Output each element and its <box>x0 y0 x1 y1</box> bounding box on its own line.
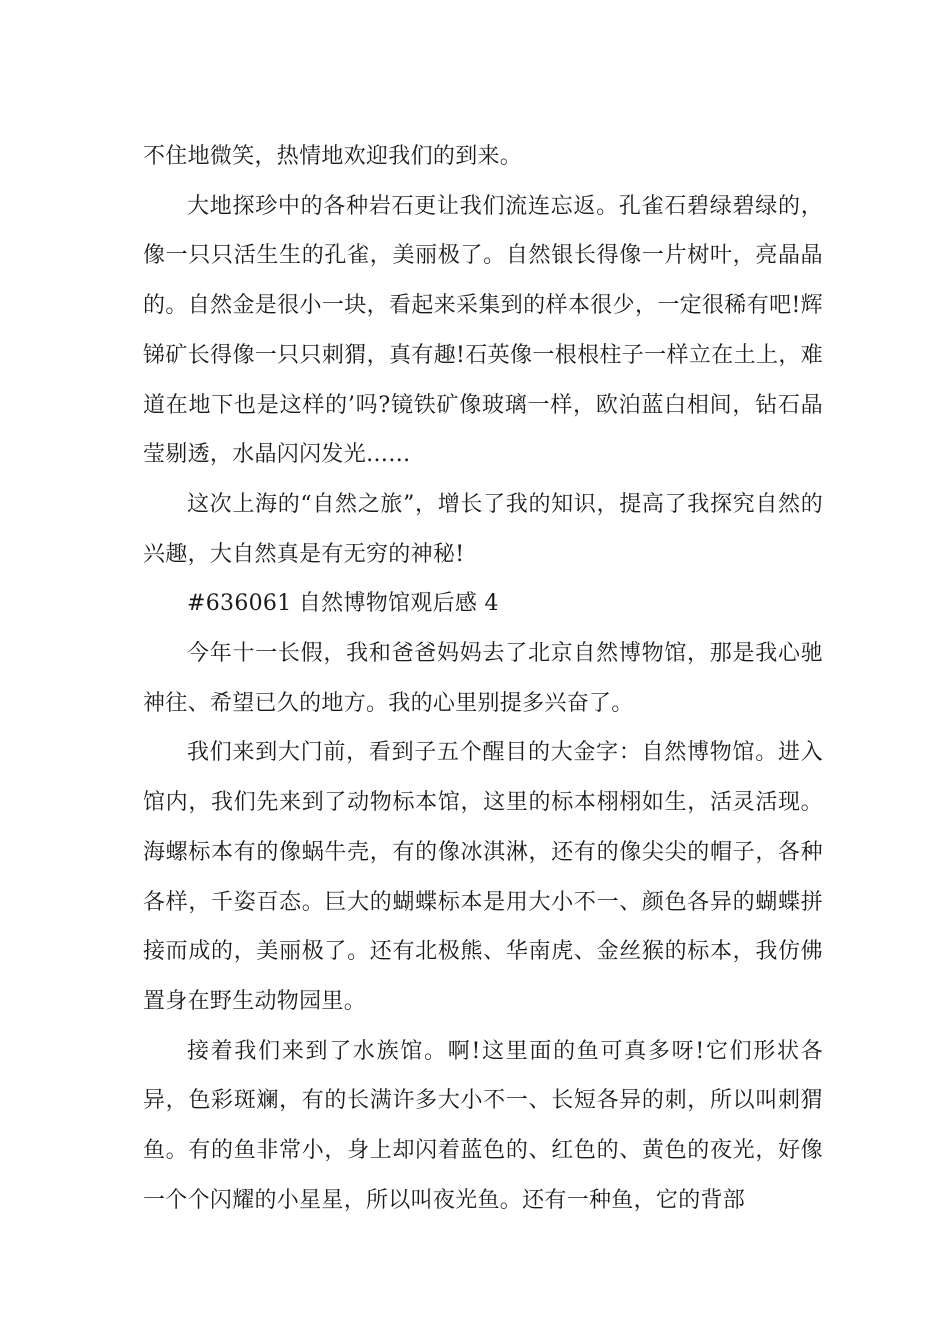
paragraph-4: 今年十一长假，我和爸爸妈妈去了北京自然博物馆，那是我心驰神往、希望已久的地方。我的心里别提多兴奋了。 <box>143 641 823 716</box>
paragraph-3: 这次上海的“自然之旅”，增长了我的知识，提高了我探究自然的兴趣，大自然真是有无穷的神秘! <box>143 491 823 567</box>
document-body <box>143 132 823 1225</box>
paragraph-2: 大地探珍中的各种岩石更让我们流连忘返。孔雀石碧绿碧绿的，像一只只活生生的孔雀，美丽极了。自然银长得像一片树叶，亮晶晶的。自然金是很小一块，看起来采集到的样本很少，一定很稀有吧!辉锑矿长得像一只只刺猬，真有趣!石英像一根根柱子一样立在土上，难道在地下也是这样的’吗?镜铁矿像玻璃一样，欧泊蓝白相间，钻石晶莹剔透，水晶闪闪发光…… <box>143 193 823 468</box>
section-heading: #636061 自然博物馆观后感 4 <box>187 591 499 617</box>
paragraph-1: 不住地微笑，热情地欢迎我们的到来。 <box>143 144 523 169</box>
paragraph-5: 我们来到大门前，看到子五个醒目的大金字：自然博物馆。进入馆内，我们先来到了动物标本馆，这里的标本栩栩如生，活灵活现。海螺标本有的像蜗牛壳，有的像冰淇淋，还有的像尖尖的帽子，各种各样，千姿百态。巨大的蝴蝶标本是用大小不一、颜色各异的蝴蝶拼接而成的，美丽极了。还有北极熊、华南虎、金丝猴的标本，我仿佛置身在野生动物园里。 <box>143 740 823 1014</box>
paragraph-6: 接着我们来到了水族馆。啊!这里面的鱼可真多呀!它们形状各异，色彩斑斓，有的长满许多大小不一、长短各异的刺，所以叫刺猬鱼。有的鱼非常小，身上却闪着蓝色的、红色的、黄色的夜光，好像一个个闪耀的小星星，所以叫夜光鱼。还有一种鱼，它的背部 <box>143 1038 823 1213</box>
